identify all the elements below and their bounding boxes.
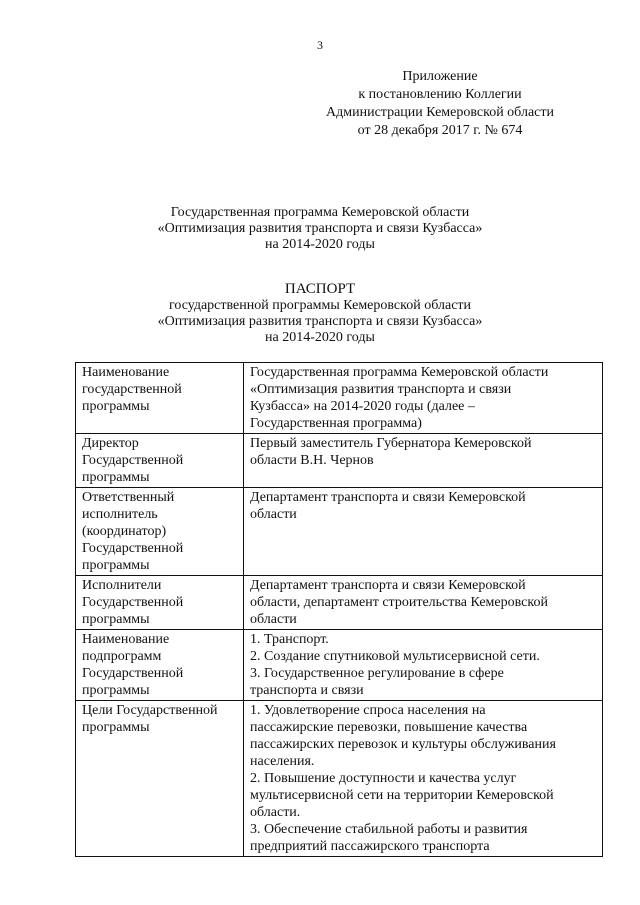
row-value-cell	[244, 434, 603, 488]
row-label-line: Государственной	[82, 595, 184, 610]
program-title-line: на 2014-2020 годы	[265, 237, 375, 252]
row-value-line: 2. Создание спутниковой мультисервисной сети.	[250, 649, 540, 664]
row-label-cell	[76, 576, 244, 630]
row-value-line: 3. Государственное регулирование в сфере	[250, 666, 504, 681]
program-title	[0, 205, 640, 253]
row-value-line: Департамент транспорта и связи Кемеровской	[250, 578, 526, 593]
row-label-line: Наименование	[82, 632, 170, 647]
appendix-line: к постановлению Коллегии	[358, 87, 522, 102]
row-value-line: области	[250, 507, 297, 522]
passport-heading: ПАСПОРТ	[284, 281, 356, 297]
table-row	[76, 488, 603, 576]
row-label-line: Наименование	[82, 365, 170, 380]
table-row	[76, 630, 603, 701]
row-value-cell	[244, 630, 603, 701]
row-label-line: Директор	[82, 436, 139, 451]
row-value-line: пассажирские перевозки, повышение качества	[250, 720, 528, 735]
table-row	[76, 434, 603, 488]
row-value-line: «Оптимизация развития транспорта и связи	[250, 382, 512, 397]
row-value-line: области.	[250, 805, 301, 820]
row-value-line: области В.Н. Чернов	[250, 453, 374, 468]
row-value-line: Департамент транспорта и связи Кемеровской	[250, 490, 526, 505]
row-label-line: программы	[82, 612, 150, 627]
row-label-cell	[76, 630, 244, 701]
row-value-cell	[244, 488, 603, 576]
row-value-line: 1. Транспорт.	[250, 632, 329, 647]
passport-subtitle-line: государственной программы Кемеровской области	[168, 298, 472, 313]
row-value-line: 3. Обеспечение стабильной работы и развития	[250, 822, 528, 837]
row-value-line: Первый заместитель Губернатора Кемеровской	[250, 436, 532, 451]
table-row	[76, 701, 603, 857]
row-value-line: населения.	[250, 754, 315, 769]
row-label-cell	[76, 701, 244, 857]
row-label-line: программы	[82, 558, 150, 573]
row-label-line: Государственной	[82, 666, 184, 681]
row-label-line: Исполнители	[82, 578, 162, 593]
row-label-line: (координатор)	[82, 524, 167, 539]
row-value-line: 1. Удовлетворение спроса населения на	[250, 703, 486, 718]
appendix-note	[300, 68, 580, 140]
row-value-line: мультисервисной сети на территории Кемеровской	[250, 788, 554, 803]
row-value-cell	[244, 576, 603, 630]
row-value-line: 2. Повышение доступности и качества услуг	[250, 771, 517, 786]
row-value-line: Государственная программа)	[250, 416, 422, 431]
passport-table	[75, 362, 603, 857]
row-label-line: подпрограмм	[82, 649, 162, 664]
row-label-line: программы	[82, 470, 150, 485]
row-label-line: Государственной	[82, 541, 184, 556]
program-title-line: «Оптимизация развития транспорта и связи Кузбасса»	[157, 221, 483, 236]
row-label-cell	[76, 434, 244, 488]
row-value-line: транспорта и связи	[250, 683, 364, 698]
row-value-line: Государственная программа Кемеровской области	[250, 365, 549, 380]
row-value-line: пассажирских перевозок и культуры обслуживания	[250, 737, 556, 752]
row-label-cell	[76, 488, 244, 576]
row-label-line: программы	[82, 720, 150, 735]
row-label-line: исполнитель	[82, 507, 158, 522]
row-label-line: Ответственный	[82, 490, 175, 505]
row-label-line: программы	[82, 683, 150, 698]
row-label-line: Государственной	[82, 453, 184, 468]
row-label-cell	[76, 363, 244, 434]
passport-heading-block	[0, 280, 640, 346]
program-title-line: Государственная программа Кемеровской области	[170, 205, 470, 220]
row-value-line: области, департамент строительства Кемеровской	[250, 595, 548, 610]
passport-subtitle-line: на 2014-2020 годы	[265, 330, 375, 345]
table-row	[76, 576, 603, 630]
row-value-line: предприятий пассажирского транспорта	[250, 839, 490, 854]
row-value-line: области	[250, 612, 297, 627]
table-row	[76, 363, 603, 434]
appendix-line: от 28 декабря 2017 г. № 674	[357, 123, 523, 138]
row-label-line: Цели Государственной	[82, 703, 218, 718]
row-value-cell	[244, 363, 603, 434]
row-value-cell	[244, 701, 603, 857]
page-number: 3	[317, 38, 323, 52]
row-value-line: Кузбасса» на 2014-2020 годы (далее –	[250, 399, 475, 414]
row-label-line: государственной	[82, 382, 182, 397]
appendix-line: Приложение	[402, 69, 478, 84]
row-label-line: программы	[82, 399, 150, 414]
appendix-line: Администрации Кемеровской области	[326, 105, 554, 120]
passport-subtitle-line: «Оптимизация развития транспорта и связи Кузбасса»	[157, 314, 483, 329]
